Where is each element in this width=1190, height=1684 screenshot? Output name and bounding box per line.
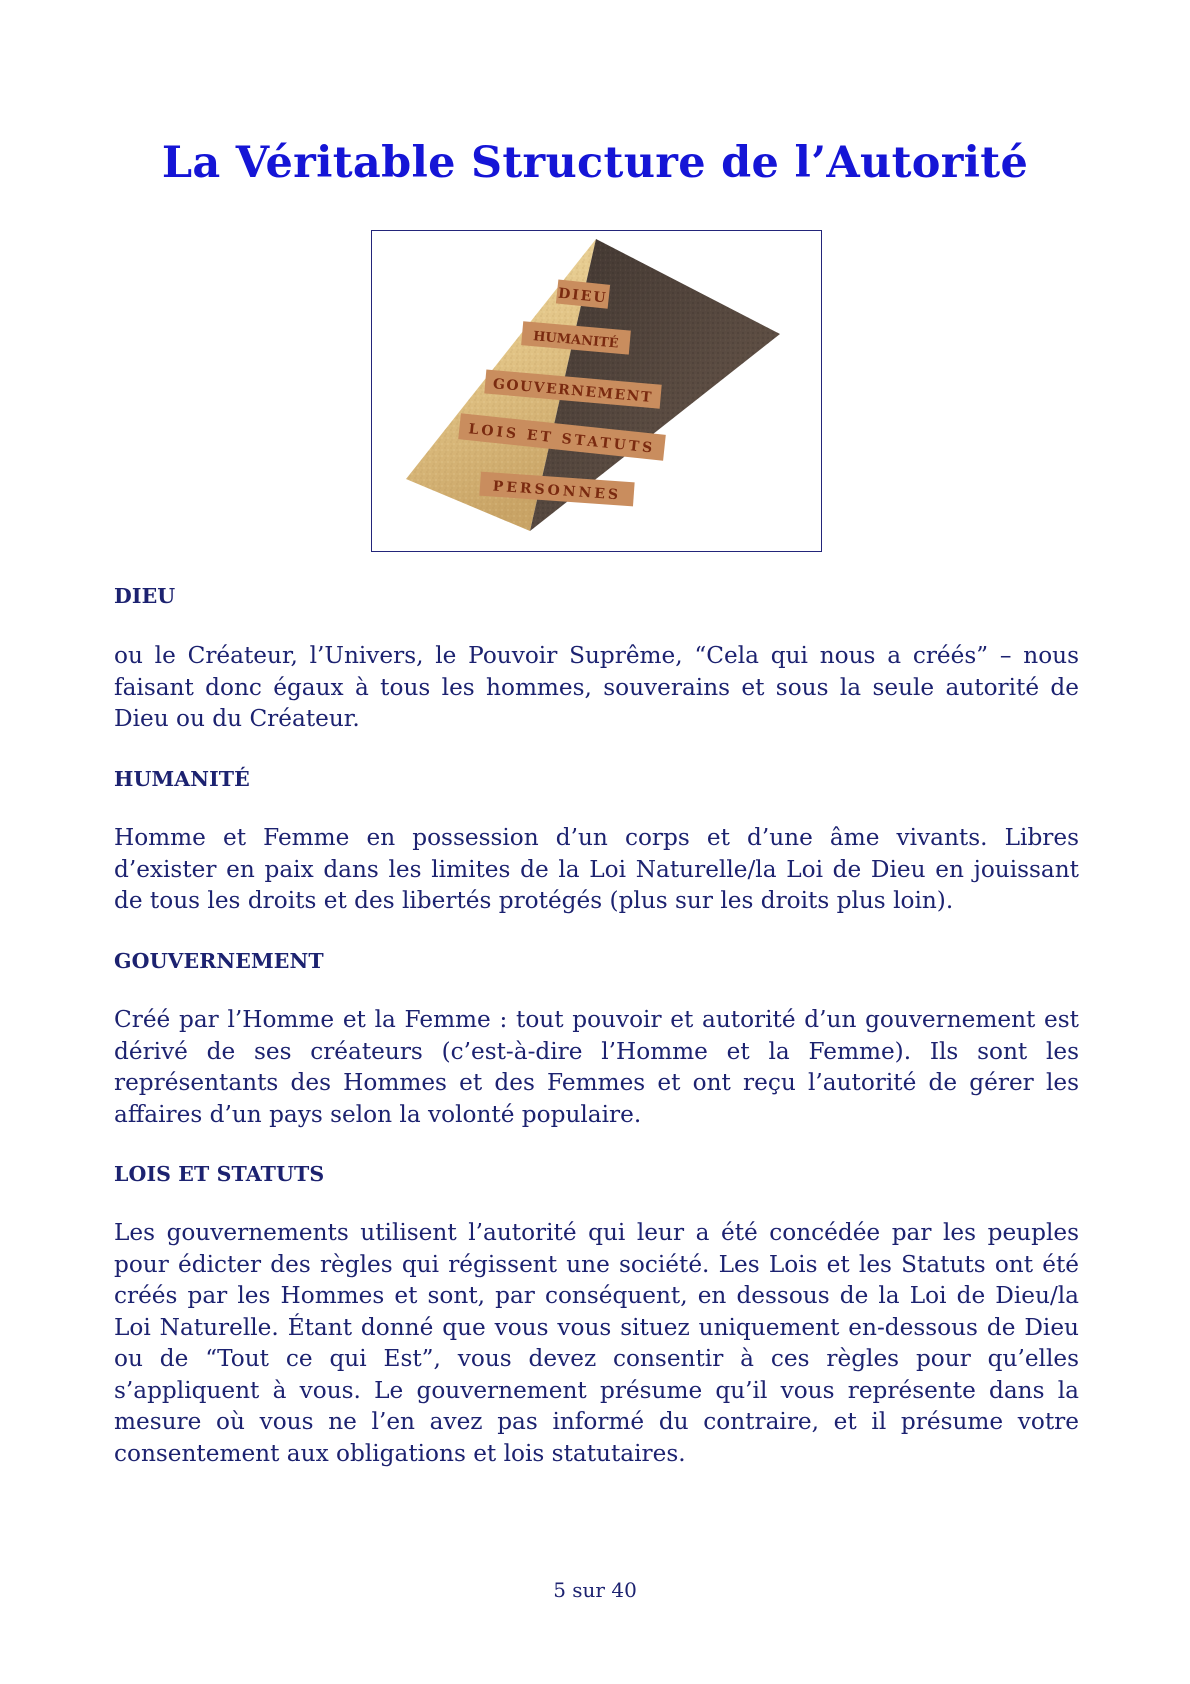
authority-pyramid-figure [371, 230, 822, 552]
page-title: La Véritable Structure de l’Autorité [161, 138, 1029, 188]
svg-text:HUMANITÉ: HUMANITÉ [532, 329, 620, 352]
svg-text:PERSONNES: PERSONNES [492, 478, 622, 504]
page-number: 5 sur 40 [553, 1578, 637, 1602]
svg-text:LOIS ET STATUTS: LOIS ET STATUTS [467, 421, 656, 457]
section-heading-gouvernement: GOUVERNEMENT [114, 949, 324, 973]
svg-text:DIEU: DIEU [557, 285, 609, 307]
section-text-gouvernement: Créé par l’Homme et la Femme : tout pouvoir et autorité d’un gouvernement est dérivé de ses créateurs (c’est-à-dire l’Homme et la Femme). Ils sont les représentants des Hommes et des Femmes et ont reçu l’autorité de gérer les affaires d’un pays selon la volonté populaire. [114, 1006, 1079, 1128]
pyramid-illustration [372, 231, 820, 550]
section-text-dieu: ou le Créateur, l’Univers, le Pouvoir Suprême, “Cela qui nous a créés” – nous faisant donc égaux à tous les hommes, souverains et sous la seule autorité de Dieu ou du Créateur. [114, 642, 1079, 732]
section-text-humanite: Homme et Femme en possession d’un corps et d’une âme vivants. Libres d’exister en paix dans les limites de la Loi Naturelle/la Loi de Dieu en jouissant de tous les droits et des libertés protégés (plus sur les droits plus loin). [114, 824, 1079, 914]
section-heading-humanite: HUMANITÉ [114, 767, 250, 791]
svg-text:GOUVERNEMENT: GOUVERNEMENT [492, 376, 654, 407]
section-heading-lois-et-statuts: LOIS ET STATUTS [114, 1162, 325, 1186]
section-heading-dieu: DIEU [114, 584, 176, 608]
section-text-lois-et-statuts: Les gouvernements utilisent l’autorité qui leur a été concédée par les peuples pour édicter des règles qui régissent une société. Les Lois et les Statuts ont été créés par les Hommes et sont, par conséquent, en dessous de la Loi de Dieu/la Loi Naturelle. Étant donné que vous vous situez uniquement en-dessous de Dieu ou de “Tout ce qui Est”, vous devez consentir à ces règles pour qu’elles s’appliquent à vous. Le gouvernement présume qu’il vous représente dans la mesure où vous ne l’en avez pas informé du contraire, et il présume votre consentement aux obligations et lois statutaires. [114, 1219, 1079, 1467]
